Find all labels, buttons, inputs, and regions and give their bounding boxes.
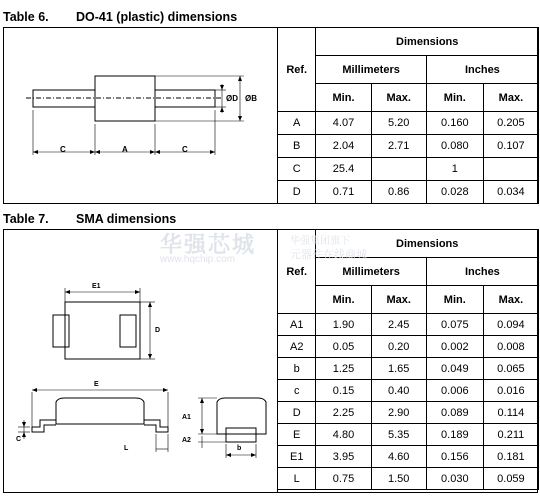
mm-min-cell: 25.4 [316,158,371,181]
sma-outline-svg [4,230,277,492]
ref-cell: D [278,181,316,204]
in-min-cell: 0.030 [426,468,483,490]
mm-max-cell: 2.45 [371,314,426,336]
table-row [278,424,539,446]
do41-label-ob: ØB [245,94,257,103]
ref-cell: A2 [278,336,316,358]
table6-dimensions-table [277,27,539,204]
ref-cell: D [278,402,316,424]
table-row [278,468,539,490]
in-max-cell: 0.211 [483,424,538,446]
table7-header-in: Inches [426,258,538,286]
in-max-cell [483,158,538,181]
table-row [278,181,539,204]
table-row [278,380,539,402]
table-row [278,358,539,380]
table6-header-in-max: Max. [483,84,538,112]
mm-min-cell: 0.71 [316,181,371,204]
in-max-cell: 0.205 [483,112,538,135]
mm-min-cell: 4.07 [316,112,371,135]
mm-max-cell: 1.65 [371,358,426,380]
table6-header-mm-min: Min. [316,84,371,112]
do41-label-a: A [122,145,128,154]
sma-label-l: L [124,445,129,452]
sma-label-d: D [155,327,161,334]
in-max-cell: 0.016 [483,380,538,402]
table-row [278,314,539,336]
mm-min-cell: 0.75 [316,468,371,490]
in-min-cell: 1 [426,158,483,181]
table7-header-dimensions: Dimensions [316,230,539,258]
table-row [278,158,539,181]
table7-header-in-min: Min. [426,286,483,314]
do41-label-c-right: C [182,145,188,154]
ref-cell: b [278,358,316,380]
table-row [278,112,539,135]
mm-min-cell: 0.05 [316,336,371,358]
in-min-cell: 0.156 [426,446,483,468]
table-row [278,135,539,158]
in-min-cell: 0.006 [426,380,483,402]
table7-frame [3,229,538,493]
do41-label-c-left: C [60,145,66,154]
mm-max-cell: 2.90 [371,402,426,424]
table6-caption [3,10,237,24]
mm-min-cell: 2.25 [316,402,371,424]
mm-min-cell: 1.25 [316,358,371,380]
in-max-cell: 0.181 [483,446,538,468]
do41-drawing [4,28,278,203]
mm-max-cell: 0.20 [371,336,426,358]
table6-title: DO-41 (plastic) dimensions [76,10,238,24]
mm-min-cell: 2.04 [316,135,371,158]
table6-header-in-min: Min. [426,84,483,112]
in-min-cell: 0.002 [426,336,483,358]
mm-max-cell: 0.40 [371,380,426,402]
table6-header-mm: Millimeters [316,56,426,84]
mm-max-cell: 0.86 [371,181,426,204]
sma-label-c: C [16,436,22,443]
sma-label-a1: A1 [182,414,191,421]
table7-dimensions-table [277,229,539,490]
ref-cell: c [278,380,316,402]
ref-cell: L [278,468,316,490]
in-min-cell: 0.189 [426,424,483,446]
table7-number: Table 7. [3,212,49,226]
table-row [278,402,539,424]
in-max-cell: 0.059 [483,468,538,490]
in-min-cell: 0.049 [426,358,483,380]
watermark-brand: 华强芯城 [160,232,257,257]
table6-frame [3,27,538,204]
mm-min-cell: 3.95 [316,446,371,468]
ref-cell: E1 [278,446,316,468]
mm-max-cell: 5.35 [371,424,426,446]
mm-max-cell: 1.50 [371,468,426,490]
ref-cell: B [278,135,316,158]
in-max-cell: 0.107 [483,135,538,158]
sma-label-a2: A2 [182,437,191,444]
ref-cell: A [278,112,316,135]
mm-min-cell: 0.15 [316,380,371,402]
ref-cell: A1 [278,314,316,336]
sma-label-e1: E1 [92,283,101,290]
ref-cell: E [278,424,316,446]
ref-cell: C [278,158,316,181]
in-max-cell: 0.065 [483,358,538,380]
sma-drawing [4,230,278,492]
in-max-cell: 0.114 [483,402,538,424]
in-min-cell: 0.075 [426,314,483,336]
watermark-slogan-2: 元器件在线商城 [290,249,367,261]
table6-header-in: Inches [426,56,538,84]
table7-title: SMA dimensions [76,212,177,226]
do41-outline-svg [4,28,277,203]
in-max-cell: 0.034 [483,181,538,204]
table6-header-ref: Ref. [278,28,316,112]
sma-label-e: E [94,381,99,388]
in-min-cell: 0.028 [426,181,483,204]
watermark-slogan-1: 华强集团旗下 [290,236,350,247]
table7-header-ref: Ref. [278,230,316,314]
mm-max-cell: 5.20 [371,112,426,135]
table7-header-mm-max: Max. [371,286,426,314]
in-max-cell: 0.008 [483,336,538,358]
mm-max-cell: 4.60 [371,446,426,468]
mm-min-cell: 4.80 [316,424,371,446]
table-row [278,446,539,468]
watermark-url: www.hqchip.com [160,254,236,265]
table7-caption [3,212,176,226]
table-row [278,336,539,358]
mm-min-cell: 1.90 [316,314,371,336]
table7-header-mm: Millimeters [316,258,426,286]
mm-max-cell [371,158,426,181]
table6-number: Table 6. [3,10,49,24]
in-min-cell: 0.089 [426,402,483,424]
mm-max-cell: 2.71 [371,135,426,158]
sma-label-b: b [237,445,242,452]
table7-header-in-max: Max. [483,286,538,314]
do41-label-od: ØD [226,94,238,103]
table7-header-mm-min: Min. [316,286,371,314]
table6-header-dimensions: Dimensions [316,28,539,56]
table6-header-mm-max: Max. [371,84,426,112]
in-min-cell: 0.160 [426,112,483,135]
in-min-cell: 0.080 [426,135,483,158]
in-max-cell: 0.094 [483,314,538,336]
